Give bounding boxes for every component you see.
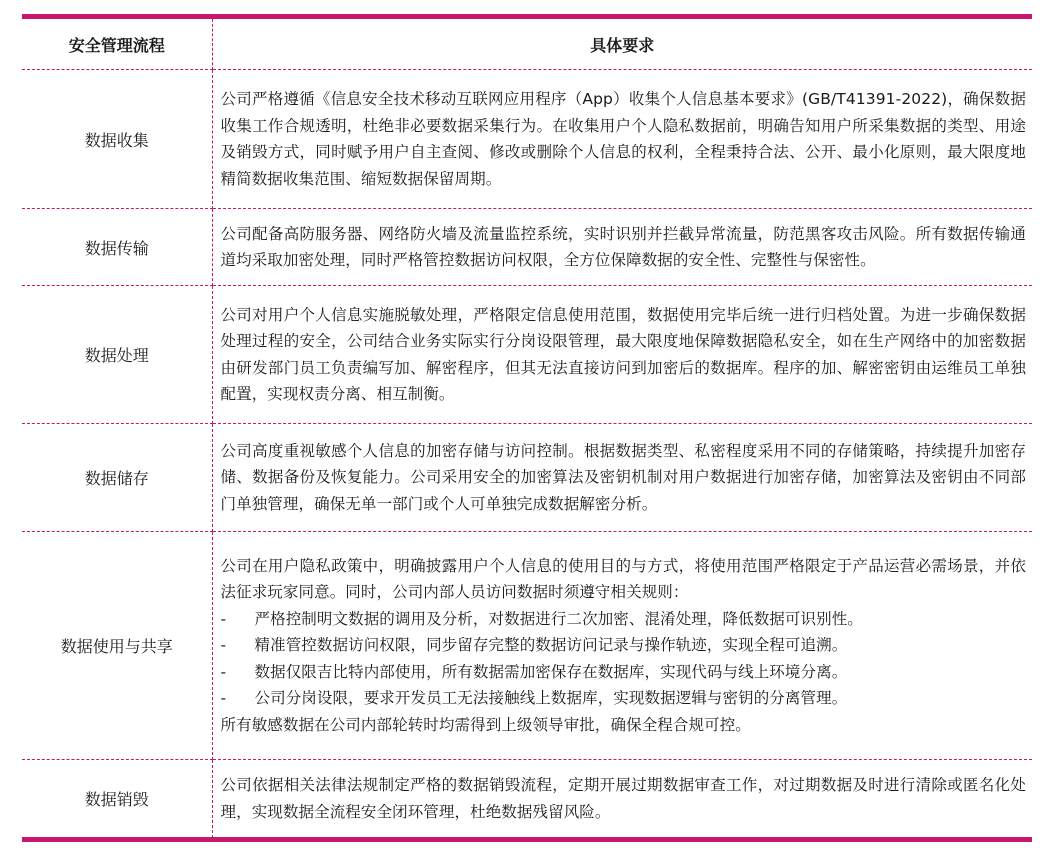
security-process-table [22,19,1032,838]
table-row [22,424,1032,532]
list-item-text: 严格控制明文数据的调用及分析，对数据进行二次加密、混淆处理，降低数据可识别性。 [254,609,863,628]
list-item [221,632,1027,659]
header-process: 安全管理流程 [22,19,212,70]
table-row [22,760,1032,838]
table-row [22,532,1032,760]
table-row [22,286,1032,424]
table-row [22,209,1032,286]
row-label: 数据收集 [22,70,212,209]
row-label: 数据使用与共享 [22,532,212,760]
row-text: 公司高度重视敏感个人信息的加密存储与访问控制。根据数据类型、私密程度采用不同的存储策略，持续提升加密存储、数据备份及恢复能力。公司采用安全的加密算法及密钥机制对用户数据进行加密存储，加密算法及密钥由不同部门单独管理，确保无单一部门或个人可单独完成数据解密分析。 [212,424,1032,532]
list-item [221,606,1027,633]
dash-marker: - [220,609,227,628]
dash-marker: - [220,689,227,708]
list-item [221,685,1027,712]
list-item-text: 公司分岗设限，要求开发员工无法接触线上数据库，实现数据逻辑与密钥的分离管理。 [254,689,848,708]
header-requirements: 具体要求 [212,19,1032,70]
row-text: 公司严格遵循《信息安全技术移动互联网应用程序（App）收集个人信息基本要求》(GB/T41391-2022)，确保数据收集工作合规透明，杜绝非必要数据采集行为。在收集用户个人隐私数据前，明确告知用户所采集数据的类型、用途及销毁方式，同时赋予用户自主查阅、修改或删除个人信息的权利，全程秉持合法、公开、最小化原则，最大限度地精简数据收集范围、缩短数据保留周期。 [212,70,1032,209]
row-text [212,532,1032,760]
row-label: 数据处理 [22,286,212,424]
list-item-text: 精准管控数据访问权限，同步留存完整的数据访问记录与操作轨迹，实现全程可追溯。 [254,636,848,655]
dash-marker: - [220,662,227,681]
row-intro: 公司在用户隐私政策中，明确披露用户个人信息的使用目的与方式，将使用范围严格限定于产品运营必需场景，并依法征求玩家同意。同时，公司内部人员访问数据时须遵守相关规则： [220,556,1026,602]
row-label: 数据销毁 [22,760,212,838]
row-text: 公司对用户个人信息实施脱敏处理，严格限定信息使用范围，数据使用完毕后统一进行归档处置。为进一步确保数据处理过程的安全，公司结合业务实际实行分岗设限管理，最大限度地保障数据隐私安全，如在生产网络中的加密数据由研发部门员工负责编写加、解密程序，但其无法直接访问到加密后的数据库。程序的加、解密密钥由运维员工单独配置，实现权责分离、相互制衡。 [212,286,1032,424]
dash-marker: - [220,636,227,655]
row-label: 数据储存 [22,424,212,532]
row-text: 公司依据相关法律法规制定严格的数据销毁流程，定期开展过期数据审查工作，对过期数据及时进行清除或匿名化处理，实现数据全流程安全闭环管理，杜绝数据残留风险。 [220,776,1026,821]
row-text: 公司配备高防服务器、网络防火墙及流量监控系统，实时识别并拦截异常流量，防范黑客攻击风险。所有数据传输通道均采取加密处理，同时严格管控数据访问权限，全方位保障数据的安全性、完整性与保密性。 [212,209,1032,286]
bottom-rule [22,837,1032,842]
table-header-row [22,19,1032,70]
row-label: 数据传输 [22,209,212,286]
list-item [221,659,1027,686]
table-row [22,70,1032,209]
list-item-text: 数据仅限吉比特内部使用，所有数据需加密保存在数据库，实现代码与线上环境分离。 [254,662,848,681]
row-outro: 所有敏感数据在公司内部轮转时均需得到上级领导审批，确保全程合规可控。 [220,715,751,734]
